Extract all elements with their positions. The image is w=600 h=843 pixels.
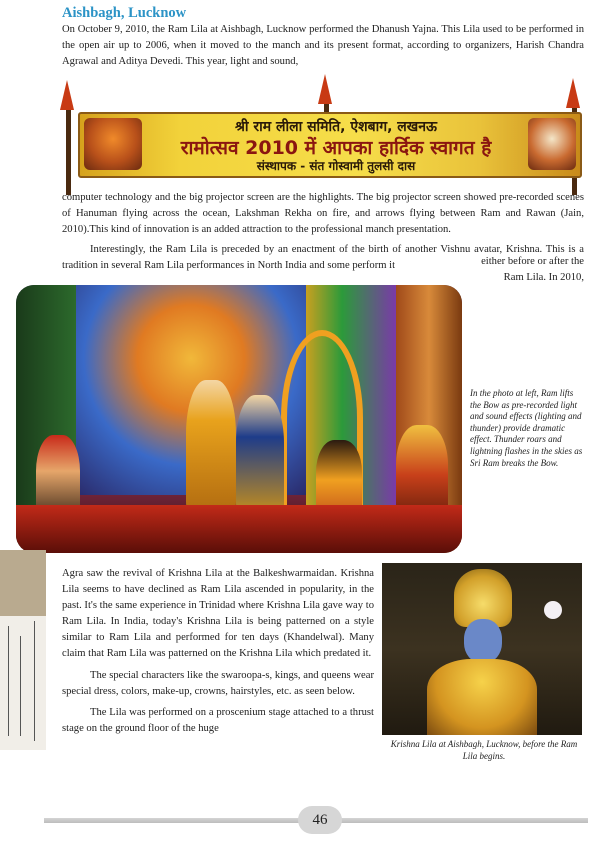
ram-lila-stage-photo xyxy=(16,285,462,553)
welcome-banner xyxy=(78,112,582,178)
sketch-illustration xyxy=(0,616,46,750)
deity-image-right xyxy=(528,118,576,170)
actor-figure xyxy=(186,380,236,515)
sketch-stroke xyxy=(20,636,21,736)
krishna-photo-caption: Krishna Lila at Aishbagh, Lucknow, before the Ram Lila begins. xyxy=(390,739,578,761)
sketch-stroke xyxy=(8,626,9,736)
banner-line-3: संस्थापक - संत गोस्वामी तुलसी दास xyxy=(256,159,416,173)
banner-line-2: रामोत्सव 2010 में आपका हार्दिक स्वागत है xyxy=(180,137,492,159)
ram-photo-caption: In the photo at left, Ram lifts the Bow as pre-recorded light and sound effects (lighting and thunder) provide dramatic effect. Thunder roars and lightning flashes in the skies as Sri Ram breaks the Bow. xyxy=(470,388,583,468)
krishna-face xyxy=(464,619,502,663)
side-photo-strip xyxy=(0,550,46,616)
krishna-continued xyxy=(466,254,584,286)
sketch-stroke xyxy=(34,621,35,741)
page-number: 46 xyxy=(298,806,342,834)
flag-right xyxy=(566,78,580,108)
section-heading: Aishbagh, Lucknow xyxy=(62,5,187,21)
banner-line-1: श्री राम लीला समिति, ऐशबाग, लखनऊ xyxy=(234,119,438,135)
flag-left xyxy=(60,80,74,110)
agra-text: Agra saw the revival of Krishna Lila at the Balkeshwarmaidan. Krishna Lila seems to have declined as Ram Lila ascended in popularity, in the past. It's the same experience in Trinidad where Krishna Lila gave way to Ram Lila. In India, today's Krishna Lila is being patterned on a style similar to Ram Lila and performed for ten days (Khandelwal). Many claim that Ram Lila was patterned on the Krishna Lila which predated it. xyxy=(62,568,374,660)
krishna-cont-line-1: either before or after the xyxy=(481,256,584,267)
flower xyxy=(544,601,562,619)
tech-text: computer technology and the big projector screen are the highlights. The big projector screen showed pre-recorded scenes of Hanuman flying across the ocean, Lakshman Rekha on fire, and arrows flying between Ram and Rawan (Jain, 2010).This kind of innovation is an added attraction to the professional manch presentation. xyxy=(62,192,584,236)
krishna-costume xyxy=(427,659,537,735)
banner-pole-left xyxy=(66,98,71,195)
krishna-intro-text: Interestingly, the Ram Lila is preceded by an enactment of the birth of another Vishnu avatar, Krishna. This is a tradition in several Ram Lila performances in North India and some perform it xyxy=(62,244,584,272)
characters-text: The special characters like the swaroopa-s, kings, and queens wear special dress, colors, make-up, crowns, hairstyles, etc. as seen below. xyxy=(62,669,374,697)
deity-image-left xyxy=(84,118,142,170)
ram-figure xyxy=(236,395,284,515)
flag-mid xyxy=(318,74,332,104)
intro-paragraph xyxy=(62,22,584,70)
welcome-banner-photo xyxy=(60,80,585,195)
stage-text: The Lila was performed on a proscenium stage attached to a thrust stage on the ground floor of the huge xyxy=(62,706,374,734)
stage-floor xyxy=(16,505,462,553)
intro-text: On October 9, 2010, the Ram Lila at Aishbagh, Lucknow performed the Dhanush Yajna. This Lila used to be performed in the open air up to 2006, when it moved to the manch and its present format, according to organizers, Harish Chandra Agrawal and Aditya Devedi. This year, light and sound, xyxy=(62,24,584,68)
krishna-lila-photo xyxy=(382,563,582,735)
krishna-cont-line-2: Ram Lila. In 2010, xyxy=(503,272,584,284)
agra-paragraph xyxy=(62,566,374,737)
